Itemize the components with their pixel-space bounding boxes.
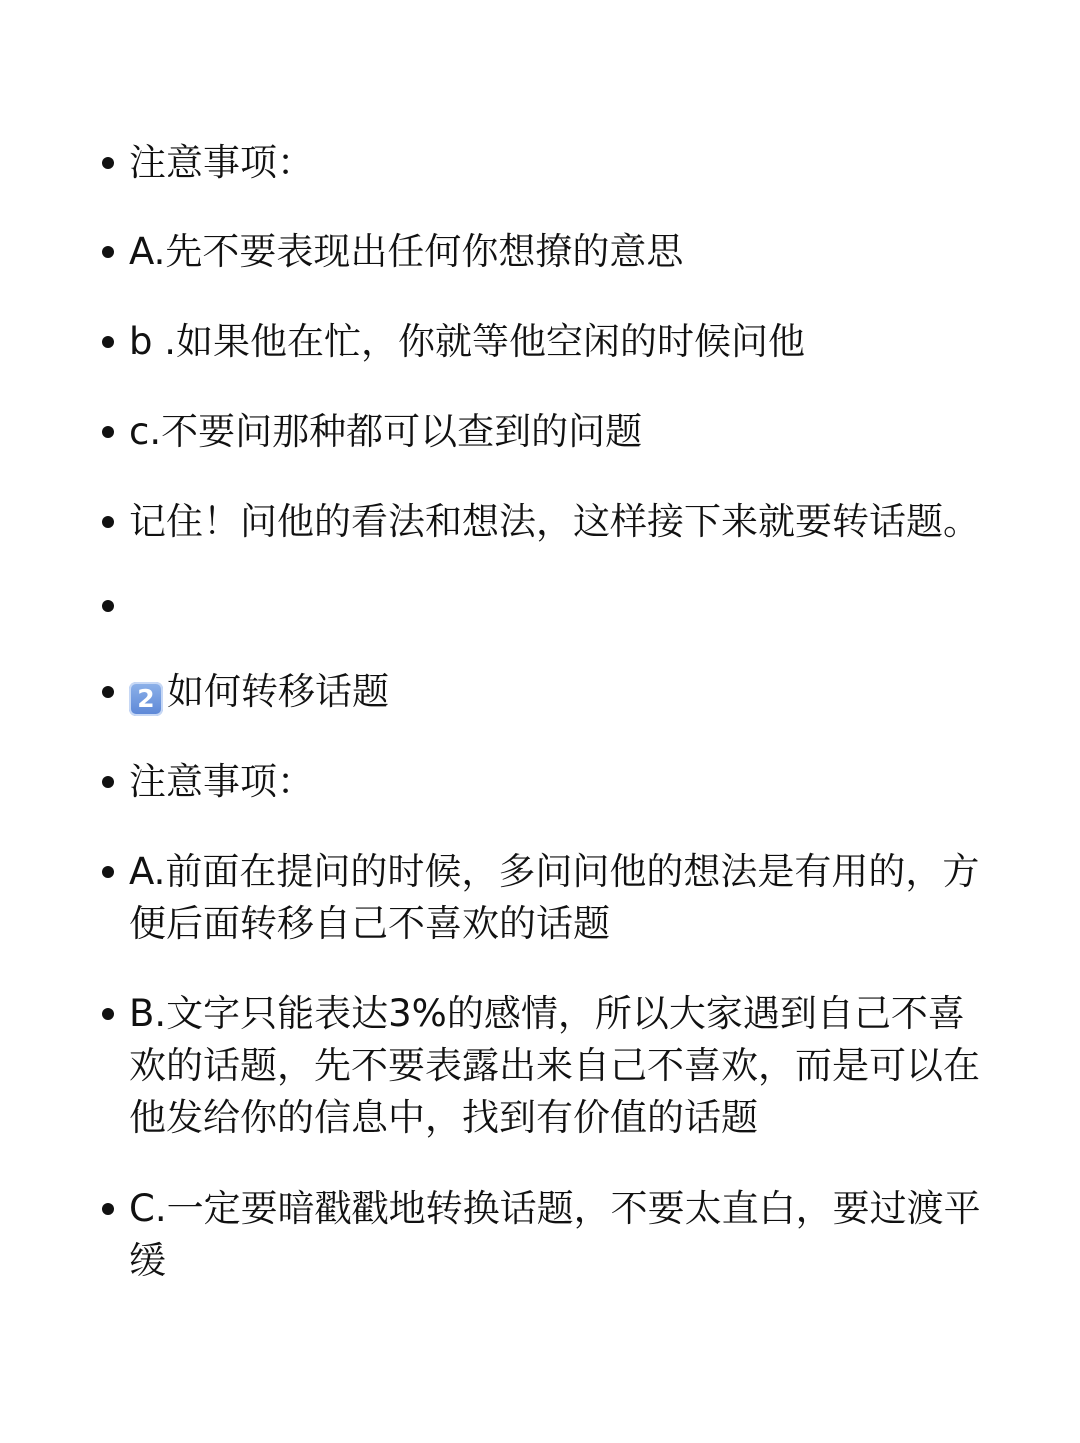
bullet-dot-icon bbox=[102, 776, 114, 788]
bullet-dot-icon bbox=[102, 1203, 114, 1215]
list-item-text: 记住！问他的看法和想法，这样接下来就要转话题。 bbox=[129, 500, 980, 543]
bullet-dot-icon bbox=[102, 686, 114, 698]
bullet-dot-icon bbox=[102, 1008, 114, 1020]
list-item-text: 注意事项： bbox=[129, 141, 314, 184]
list-item-text: A.前面在提问的时候，多问问他的想法是有用的，方便后面转移自己不喜欢的话题 bbox=[129, 850, 980, 945]
list-item-text: A.先不要表现出任何你想撩的意思 bbox=[129, 230, 684, 273]
list-item-text: B.文字只能表达3%的感情，所以大家遇到自己不喜欢的话题，先不要表露出来自己不喜欢，而是可以在他发给你的信息中，找到有价值的话题 bbox=[129, 992, 980, 1139]
bullet-dot-icon bbox=[102, 866, 114, 878]
keycap-digit-two-icon: 2 bbox=[129, 682, 163, 716]
list-item-text bbox=[129, 666, 999, 718]
list-item-text: c.不要问那种都可以查到的问题 bbox=[129, 410, 643, 453]
bullet-dot-icon bbox=[102, 157, 114, 169]
list-item-text: 注意事项： bbox=[129, 760, 314, 803]
bullet-dot-icon bbox=[102, 600, 114, 612]
list-item-text: C.一定要暗戳戳地转换话题，不要太直白，要过渡平缓 bbox=[129, 1187, 981, 1282]
bullet-dot-icon bbox=[102, 426, 114, 438]
bullet-dot-icon bbox=[102, 336, 114, 348]
list-item-text: b .如果他在忙，你就等他空闲的时候问他 bbox=[129, 320, 806, 363]
section-heading: 如何转移话题 bbox=[167, 670, 389, 713]
bullet-dot-icon bbox=[102, 516, 114, 528]
bullet-dot-icon bbox=[102, 246, 114, 258]
